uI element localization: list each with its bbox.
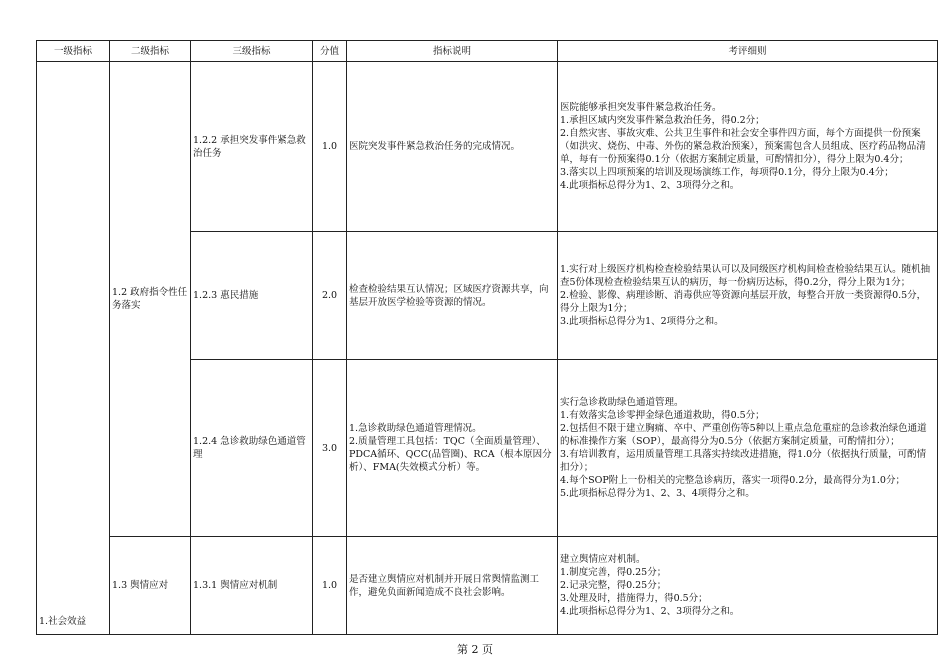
header-description: 指标说明 <box>347 41 558 62</box>
rules-cell <box>558 360 938 537</box>
rule-line: 实行急诊救助绿色通道管理。 <box>560 397 684 408</box>
rule-line: 4.此项指标总得分为1、2、3项得分之和。 <box>560 606 740 617</box>
level3-cell: 1.3.1 舆情应对机制 <box>191 537 313 635</box>
rule-line: 2.检验、影像、病理诊断、消毒供应等资源向基层开放，每整合开放一类资源得0.5分，得分上限为1分； <box>560 290 927 314</box>
rule-line: 1.有效落实急诊零押金绿色通道救助，得0.5分； <box>560 410 765 421</box>
header-score: 分值 <box>313 41 347 62</box>
description-cell: 医院突发事件紧急救治任务的完成情况。 <box>347 62 558 232</box>
description-cell: 是否建立舆情应对机制并开展日常舆情监测工作，避免负面新闻造成不良社会影响。 <box>347 537 558 635</box>
header-level2: 二级指标 <box>110 41 191 62</box>
rule-line: 4.每个SOP附上一份相关的完整急诊病历，落实一项得0.2分，最高得分为1.0分； <box>560 475 905 486</box>
rule-line: 5.此项指标总得分为1、2、3、4项得分之和。 <box>560 488 755 499</box>
level1-cell: 1.社会效益 <box>37 62 110 635</box>
level3-cell: 1.2.2 承担突发事件紧急救治任务 <box>191 62 313 232</box>
rule-line: 4.此项指标总得分为1、2、3项得分之和。 <box>560 180 740 191</box>
header-level3: 三级指标 <box>191 41 313 62</box>
rules-cell <box>558 62 938 232</box>
rule-line: 3.有培训教育，运用质量管理工具落实持续改进措施，得1.0分（依据执行质量，可酌情扣分）； <box>560 449 927 473</box>
page-number: 第 2 页 <box>457 643 493 656</box>
rule-line: 3.处理及时，措施得力，得0.5分； <box>560 593 708 604</box>
rules-cell <box>558 232 938 360</box>
level2-cell: 1.2 政府指令性任务落实 <box>110 62 191 537</box>
header-level1: 一级指标 <box>37 41 110 62</box>
rule-line: 2.记录完整，得0.25分； <box>560 580 667 591</box>
table-row <box>37 537 938 635</box>
score-cell: 1.0 <box>313 62 347 232</box>
header-row <box>37 41 938 62</box>
rule-line: 1.制度完善，得0.25分； <box>560 567 667 578</box>
rule-line: 医院能够承担突发事件紧急救治任务。 <box>560 102 722 113</box>
rules-cell <box>558 537 938 635</box>
rule-line: 2.包括但不限于建立胸痛、卒中、严重创伤等5种以上重点急危重症的急诊救治绿色通道的标准操作方案（SOP），最高得分为0.5分（依据方案制定质量，可酌情扣分）； <box>560 423 927 447</box>
level2-cell: 1.3 舆情应对 <box>110 537 191 635</box>
score-cell: 2.0 <box>313 232 347 360</box>
rule-line: 1.实行对上级医疗机构检查检验结果认可以及同级医疗机构间检查检验结果互认。随机抽查5份体现检查检验结果互认的病历，每一份病历达标，得0.2分，得分上限为1分； <box>560 264 931 288</box>
score-cell: 1.0 <box>313 537 347 635</box>
rule-line: 2.自然灾害、事故灾难、公共卫生事件和社会安全事件四方面，每个方面提供一份预案（如洪灾、烧伤、中毒、外伤的紧急救治预案），预案需包含人员组成、医疗药品物品清单，每有一份预案得0.1分（依据方案制定质量，可酌情扣分），得分上限为0.4分； <box>560 128 926 165</box>
description-cell: 检查检验结果互认情况；区域医疗资源共享，向基层开放医学检验等资源的情况。 <box>347 232 558 360</box>
rule-line: 3.落实以上四项预案的培训及现场演练工作，每项得0.1分，得分上限为0.4分； <box>560 167 894 178</box>
level3-cell: 1.2.3 惠民措施 <box>191 232 313 360</box>
rule-line: 建立舆情应对机制。 <box>560 554 646 565</box>
description-line: 2.质量管理工具包括：TQC（全面质量管理）、PDCA循环、QCC(品管圈)、RCA（根本原因分析）、FMA(失效模式分析）等。 <box>349 436 552 473</box>
evaluation-table <box>36 40 938 635</box>
score-cell: 3.0 <box>313 360 347 537</box>
description-cell <box>347 360 558 537</box>
level3-cell: 1.2.4 急诊救助绿色通道管理 <box>191 360 313 537</box>
rule-line: 3.此项指标总得分为1、2项得分之和。 <box>560 316 724 327</box>
description-line: 1.急诊救助绿色通道管理情况。 <box>349 423 482 434</box>
table-row <box>37 62 938 232</box>
header-rules: 考评细则 <box>558 41 938 62</box>
rule-line: 1.承担区域内突发事件紧急救治任务，得0.2分； <box>560 115 765 126</box>
